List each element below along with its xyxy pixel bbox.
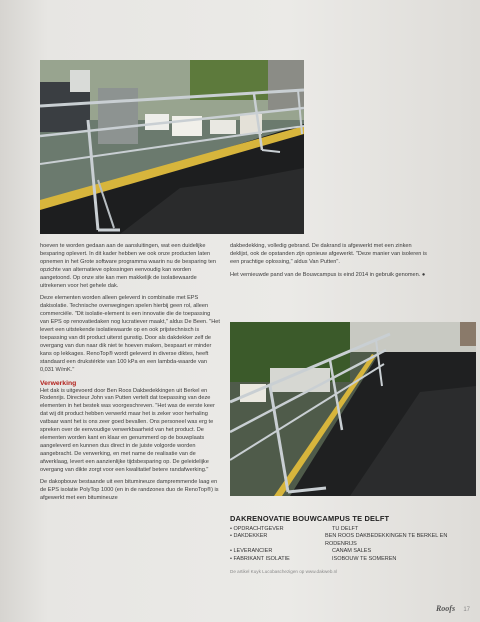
info-value: CANAM SALES: [332, 548, 372, 555]
page-footer: [436, 604, 470, 613]
info-label-text: DAKDEKKER: [233, 533, 268, 540]
paragraph: Het dak is uitgevoerd door Ben Roos Dakbedekkingen uit Berkel en Rodenrijs. Directeur John van Putten vertelt dat toepassing van deze elementen in het bestek was voorgeschreven. "Het was de eerste keer dat wij dit product hebben verwerkt maar het is zeker voor herhaling vatbaar want het is ons zeer goed bevallen. Ons personeel was erg te spreken over de eenvoudige verwerkbaarheid van het product. De elementen worden kant en klaar en genummerd op de bouwplaats aangeleverd en kunnen dus direct in de juiste volgorde worden aangebracht. De verwerking, en met name de realisatie van de afwerklaag, levert een aanzienlijke tijdsbesparing op. De geleidelijke overgang van dikte zorgt voor een kwalitatief betere randafwerking.": [40, 387, 215, 473]
info-row: [230, 548, 470, 555]
roof-railing-photo-top: [40, 60, 304, 234]
info-label: • OPDRACHTGEVER: [230, 526, 284, 532]
paragraph: hoeven te worden gedaan aan de aansluitingen, wat een duidelijke besparing oplevert. In dit kader hebben we ook onze producten laten opnemen in het Grote software programma waarin nu de besparing ten opzichte van alternatieve oplossingen eenvoudig kan worden aangetoond. Op onze site kan men makkelijk de isolatiewaarde uitrekenen voor het gehele dak.: [40, 243, 216, 289]
info-value: TU DELFT: [332, 526, 359, 532]
info-box-title: DAKRENOVATIE BOUWCAMPUS TE DELFT: [230, 514, 390, 523]
article-column-left: [40, 243, 220, 503]
photo-credit: De artikel Kuyk Lucobaschezigen op www.dakweb.nl: [230, 569, 338, 574]
end-mark-icon: ●: [421, 271, 426, 278]
info-row: [230, 533, 470, 548]
info-row: [230, 556, 470, 563]
magazine-name: Roofs: [435, 604, 456, 613]
info-label: • LEVERANCIER: [230, 548, 273, 555]
article-column-right: [230, 243, 430, 285]
paragraph: [230, 272, 430, 280]
roof-railing-photo-bottom: [230, 322, 476, 496]
info-label-text: FABRIKANT ISOLATIE: [233, 555, 290, 562]
project-info-box: [230, 514, 470, 563]
page-number: 17: [463, 607, 470, 613]
paragraph: Deze elementen worden alleen geleverd in combinatie met EPS dakisolatie. Technische overwegingen spelen hierbij geen rol, alleen commerciële. "Dit isolatie-element is een innovatie die de toepassing van EPS op renovatiedaken nog lucratiever maakt," aldus De Been. "Het levert een uitstekende isolatiewaarde op en ook prijstechnisch is toepassing van dit product uiterst gunstig. Door als dakdekker zelf de overgang van dun naar dik niet te hoeven maken, bespaart er minder kans op lekkages. RenoTop® wordt geleverd in diverse diktes, heeft standaard een drukstérkte van 100 kPa en een lambda-waarde van 0,031 W/mK.": [40, 295, 220, 373]
info-label-text: OPDRACHTGEVER: [233, 526, 284, 532]
info-value: ISOBOUW TE SOMEREN: [332, 555, 397, 562]
info-label: • DAKDEKKER: [230, 533, 268, 540]
info-label: • FABRIKANT ISOLATIE: [230, 555, 290, 562]
info-label-text: LEVERANCIER: [233, 548, 273, 555]
subheading: Verwerking: [40, 379, 77, 387]
info-row: [230, 526, 470, 533]
paragraph: De dakopbouw bestaande uit een bitumineuze dampremmende laag en de EPS isolatie PolyTop 1000 (en in de randzones duo de RenoTop®) is afgewerkt met een bitumineuze: [40, 479, 219, 502]
info-value: BEN ROOS DAKBEDEKKINGEN TE BERKEL EN RODENRIJS: [325, 533, 448, 547]
paragraph-text: Het vernieuwde pand van de Bouwcampus is eind 2014 in gebruik genomen.: [230, 271, 421, 278]
paragraph: dakbedekking, volledig gebrand. De dakrand is afgewerkt met een zinken deklijst, ook de opstanden zijn opnieuw afgewerkt. "Deze manier van isoleren is een prachtige oplossing," aldus Van Putten".: [230, 243, 427, 265]
